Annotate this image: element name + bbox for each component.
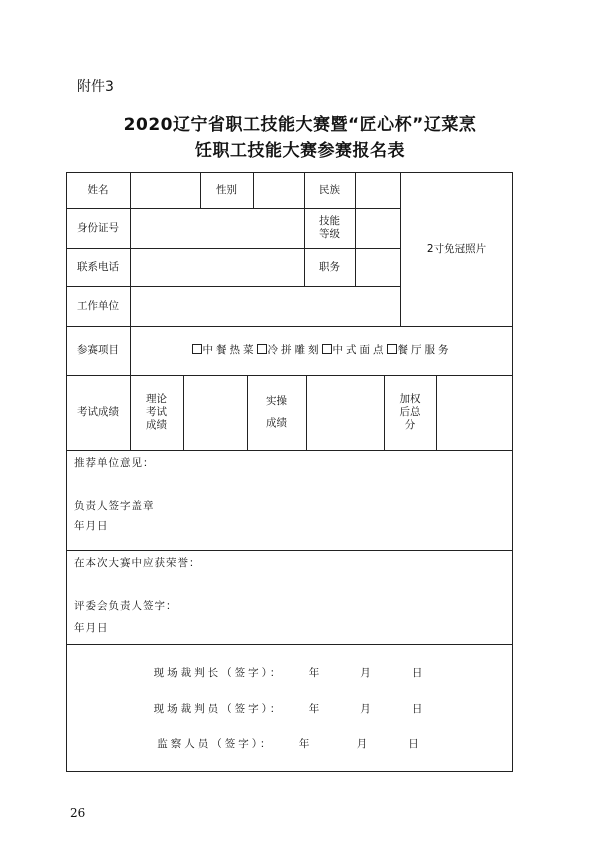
honor-label: 在本次大赛中应获荣誉：	[74, 557, 201, 569]
responsible-sign-label: 负责人签字盖章	[74, 500, 155, 512]
gender-label: 性别	[216, 183, 237, 196]
phone-label: 联系电话	[77, 260, 119, 273]
registration-form	[66, 172, 513, 772]
position-label: 职务	[319, 260, 340, 273]
event-option-pastry[interactable]: 中式面点	[322, 344, 387, 357]
name-field[interactable]	[130, 172, 200, 208]
weighted-total-label: 加权 后总 分	[399, 393, 421, 431]
practice-score-label: 实操 成绩	[266, 395, 287, 429]
checkbox-icon	[322, 344, 332, 354]
event-options	[130, 326, 513, 375]
skill-level-label	[304, 208, 355, 248]
recommend-date-label: 年月日	[74, 520, 109, 532]
honor-date-label: 年月日	[74, 622, 109, 634]
weighted-total-field[interactable]	[436, 375, 513, 450]
chief-judge-sign-line: 现场裁判长（签字）： 年 月 日	[153, 667, 426, 679]
theory-score-field[interactable]	[183, 375, 247, 450]
checkbox-icon	[387, 344, 397, 354]
event-option-cold-platter[interactable]: 冷拼雕刻	[257, 344, 322, 357]
workplace-field[interactable]	[130, 286, 400, 326]
form-title-line-1: 2020辽宁省职工技能大赛暨“匠心杯”辽菜烹	[123, 115, 477, 135]
ethnicity-label: 民族	[319, 183, 340, 196]
name-label: 姓名	[87, 183, 109, 196]
skill-level-label-line-2: 等级	[319, 228, 340, 240]
event-label: 参赛项目	[77, 344, 119, 356]
checkbox-icon	[192, 344, 202, 354]
ethnicity-field[interactable]	[355, 172, 400, 208]
supervisor-sign-line: 监察人员（签字）： 年 月 日	[157, 738, 422, 750]
photo-box: 2寸免冠照片	[426, 242, 487, 255]
gender-field[interactable]	[253, 172, 304, 208]
attachment-label: 附件3	[77, 79, 114, 95]
id-number-label: 身份证号	[77, 221, 119, 234]
event-option-hot-dishes[interactable]: 中餐热菜	[192, 344, 257, 357]
form-title-line-2: 饪职工技能大赛参赛报名表	[195, 141, 405, 161]
theory-score-label: 理论 考试 成绩	[146, 393, 167, 431]
skill-level-label-line-1: 技能	[319, 215, 340, 227]
practice-score-field[interactable]	[306, 375, 384, 450]
id-number-field[interactable]	[130, 208, 304, 248]
judge-committee-sign-label: 评委会负责人签字：	[74, 600, 178, 612]
recommend-opinion-label: 推荐单位意见：	[74, 457, 155, 469]
skill-level-field[interactable]	[355, 208, 400, 248]
phone-field[interactable]	[130, 248, 304, 286]
checkbox-icon	[257, 344, 267, 354]
event-option-restaurant-service[interactable]: 餐厅服务	[387, 344, 452, 357]
position-field[interactable]	[355, 248, 400, 286]
field-judge-sign-line: 现场裁判员（签字）： 年 月 日	[153, 703, 426, 715]
workplace-label: 工作单位	[77, 299, 119, 312]
exam-score-label: 考试成绩	[77, 406, 119, 418]
page-number: 26	[70, 806, 86, 820]
